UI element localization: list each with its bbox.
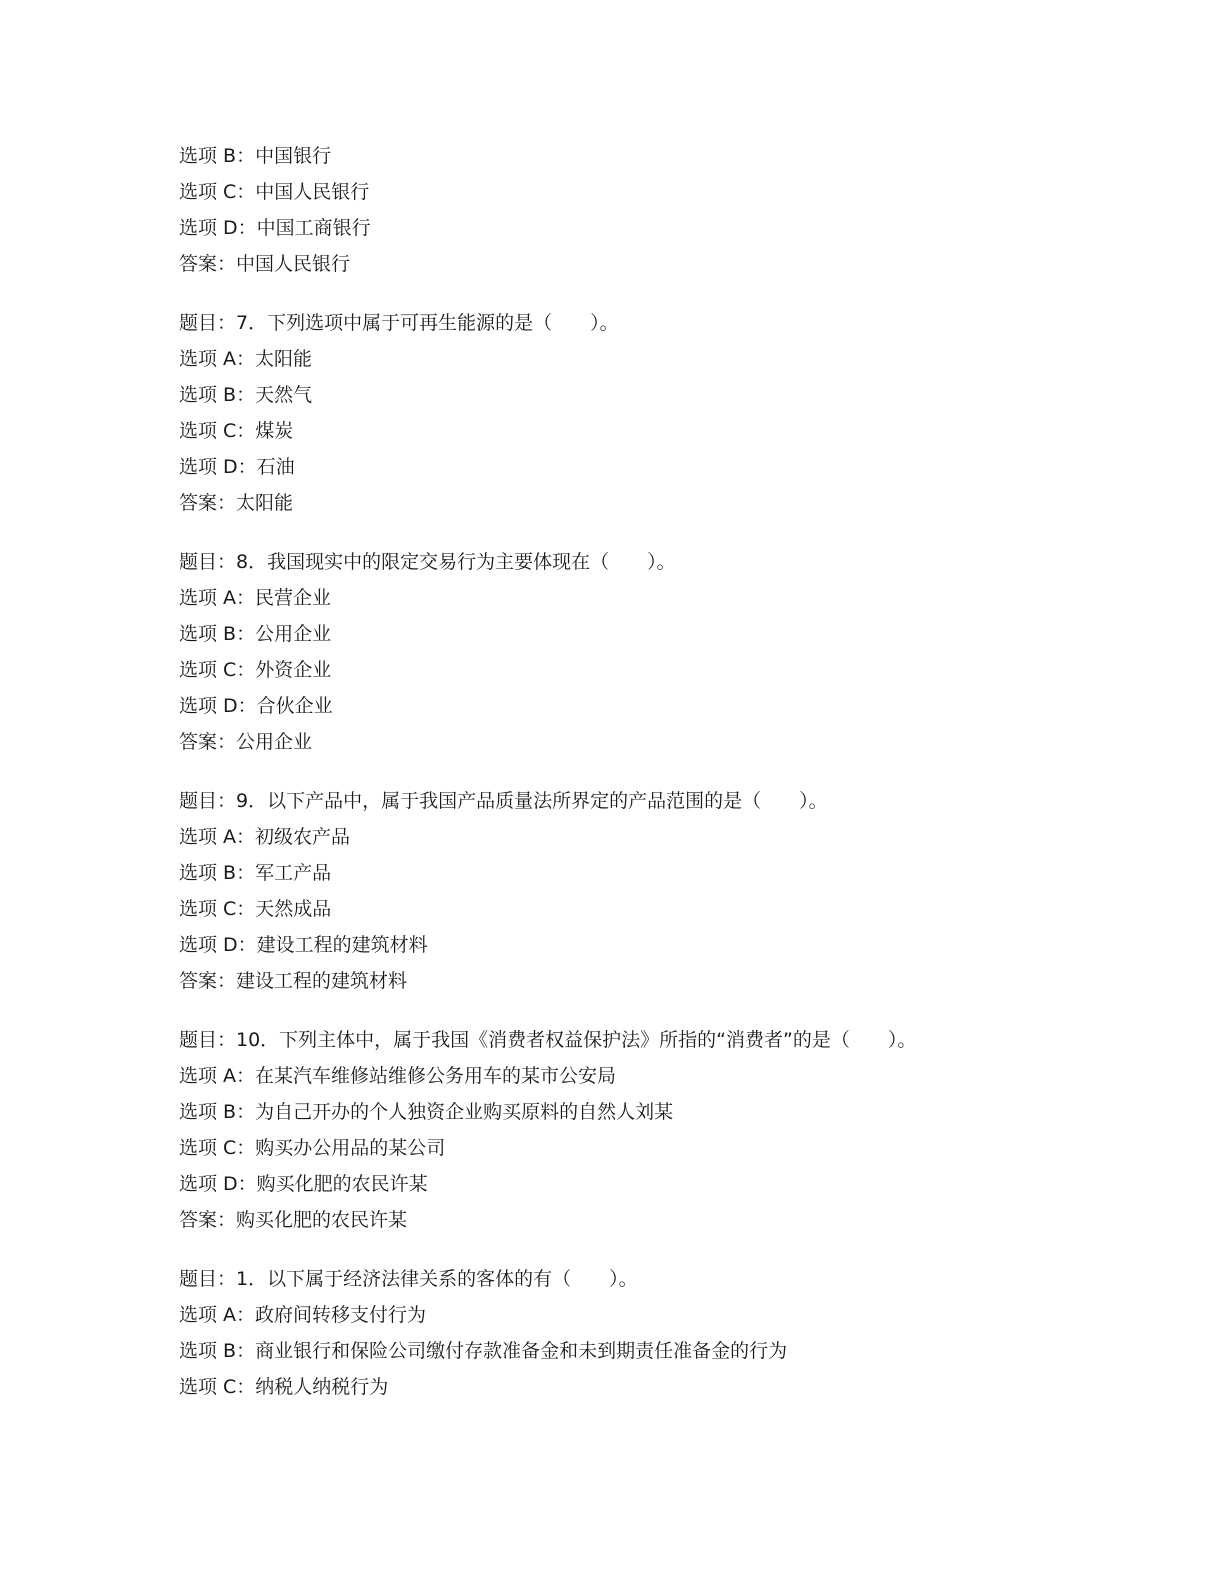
block-spacer xyxy=(179,521,1159,544)
option-text: 选项 B：为自己开办的个人独资企业购买原料的自然人刘某 xyxy=(179,1101,674,1123)
option-text: 选项 C：中国人民银行 xyxy=(179,181,370,203)
option-text: 选项 A：在某汽车维修站维修公务用车的某市公安局 xyxy=(179,1065,617,1087)
question-text: 题目：7．下列选项中属于可再生能源的是（ ）。 xyxy=(179,312,619,334)
question-text: 题目：9．以下产品中，属于我国产品质量法所界定的产品范围的是（ ）。 xyxy=(179,790,828,812)
block-spacer xyxy=(179,999,1159,1022)
option-text: 选项 C：购买办公用品的某公司 xyxy=(179,1137,446,1159)
question-block xyxy=(179,783,1159,999)
question-block xyxy=(179,305,1159,521)
option-text: 选项 C：外资企业 xyxy=(179,659,332,681)
question-block xyxy=(179,544,1159,760)
answer-text: 答案：中国人民银行 xyxy=(179,253,351,275)
question-text: 题目：8．我国现实中的限定交易行为主要体现在（ ）。 xyxy=(179,551,676,573)
option-text: 选项 A：政府间转移支付行为 xyxy=(179,1304,427,1326)
option-text: 选项 D：石油 xyxy=(179,456,295,478)
question-block xyxy=(179,1261,1159,1405)
option-text: 选项 A：太阳能 xyxy=(179,348,313,370)
question-block xyxy=(179,138,1159,282)
option-text: 选项 C：煤炭 xyxy=(179,420,294,442)
option-text: 选项 C：纳税人纳税行为 xyxy=(179,1376,389,1398)
question-text: 题目：10．下列主体中，属于我国《消费者权益保护法》所指的“消费者”的是（ ）。 xyxy=(179,1029,917,1051)
option-text: 选项 D：购买化肥的农民许某 xyxy=(179,1173,428,1195)
block-spacer xyxy=(179,282,1159,305)
option-text: 选项 C：天然成品 xyxy=(179,898,332,920)
block-spacer xyxy=(179,760,1159,783)
block-spacer xyxy=(179,1238,1159,1261)
option-text: 选项 B：天然气 xyxy=(179,384,313,406)
option-text: 选项 D：合伙企业 xyxy=(179,695,333,717)
option-text: 选项 B：公用企业 xyxy=(179,623,332,645)
option-text: 选项 B：军工产品 xyxy=(179,862,332,884)
question-text: 题目：1．以下属于经济法律关系的客体的有（ ）。 xyxy=(179,1268,638,1290)
answer-text: 答案：太阳能 xyxy=(179,492,294,514)
option-text: 选项 A：民营企业 xyxy=(179,587,332,609)
option-text: 选项 D：中国工商银行 xyxy=(179,217,371,239)
question-block xyxy=(179,1022,1159,1238)
option-text: 选项 B：商业银行和保险公司缴付存款准备金和未到期责任准备金的行为 xyxy=(179,1340,788,1362)
question-document xyxy=(179,138,1159,1405)
answer-text: 答案：购买化肥的农民许某 xyxy=(179,1209,408,1231)
answer-text: 答案：公用企业 xyxy=(179,731,313,753)
option-text: 选项 D：建设工程的建筑材料 xyxy=(179,934,428,956)
option-text: 选项 B：中国银行 xyxy=(179,145,332,167)
option-text: 选项 A：初级农产品 xyxy=(179,826,351,848)
answer-text: 答案：建设工程的建筑材料 xyxy=(179,970,408,992)
